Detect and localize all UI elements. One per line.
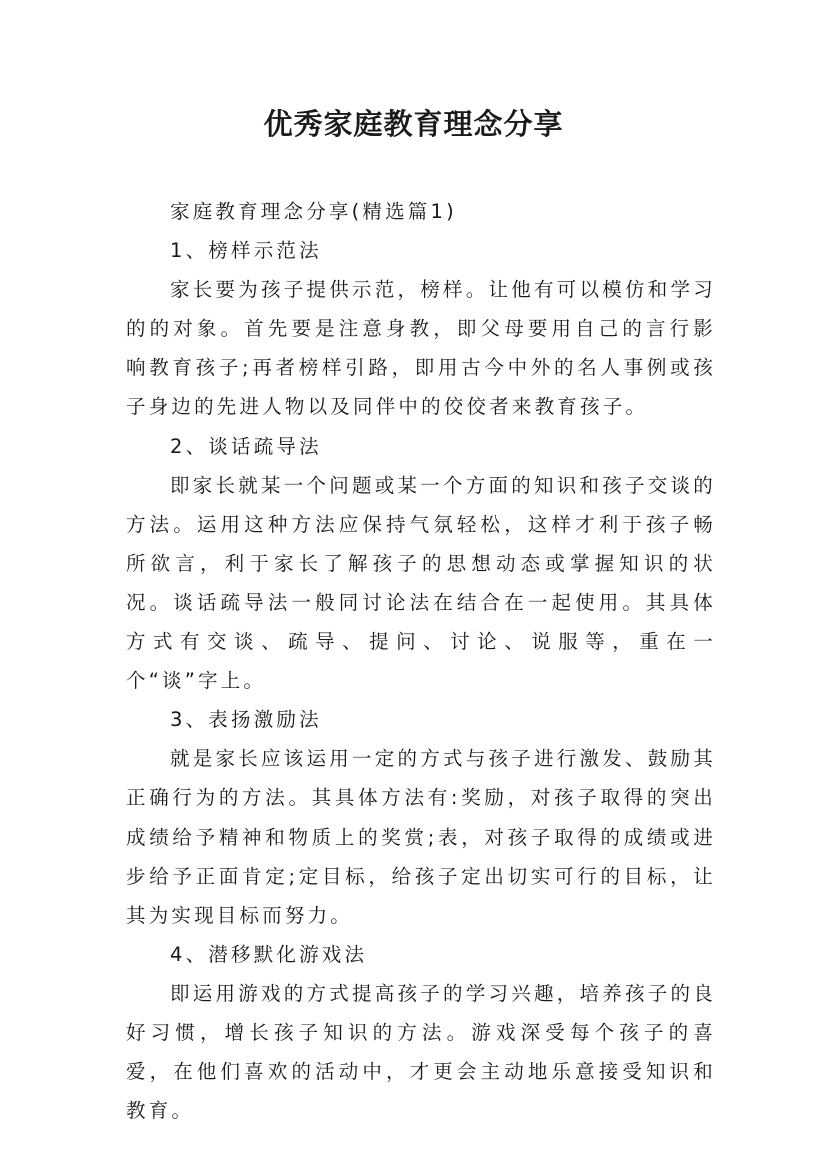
paragraph-role-model: 家长要为孩子提供示范，榜样。让他有可以模仿和学习的的对象。首先要是注意身教，即父母要用自己的言行影响教育孩子;再者榜样引路，即用古今中外的名人事例或孩子身边的先进人物以及同伴中的佼佼者来教育孩子。 (126, 278, 716, 419)
document-title: 优秀家庭教育理念分享 (263, 107, 564, 141)
document-body (126, 192, 716, 1130)
subheading-conversation: 2、谈话疏导法 (170, 434, 322, 458)
section-title: 家庭教育理念分享(精选篇1) (170, 200, 457, 223)
paragraph-conversation: 即家长就某一个问题或某一个方面的知识和孩子交谈的方法。运用这种方法应保持气氛轻松，这样才利于孩子畅所欲言，利于家长了解孩子的思想动态或掌握知识的状况。谈话疏导法一般同讨论法在结合在一起使用。其具体方式有交谈、疏导、提问、讨论、说服等，重在一个“谈”字上。 (126, 473, 716, 693)
subheading-game: 4、潜移默化游戏法 (170, 942, 368, 966)
subheading-role-model: 1、榜样示范法 (170, 239, 322, 263)
paragraph-praise: 就是家长应该运用一定的方式与孩子进行激发、鼓励其正确行为的方法。其具体方法有:奖励，对孩子取得的突出成绩给予精神和物质上的奖赏;表，对孩子取得的成绩或进步给予正面肯定;定目标，给孩子定出切实可行的目标，让其为实现目标而努力。 (126, 747, 716, 927)
subheading-praise: 3、表扬激励法 (170, 708, 322, 732)
paragraph-game: 即运用游戏的方式提高孩子的学习兴趣，培养孩子的良好习惯，增长孩子知识的方法。游戏深受每个孩子的喜爱，在他们喜欢的活动中，才更会主动地乐意接受知识和教育。 (126, 981, 716, 1123)
